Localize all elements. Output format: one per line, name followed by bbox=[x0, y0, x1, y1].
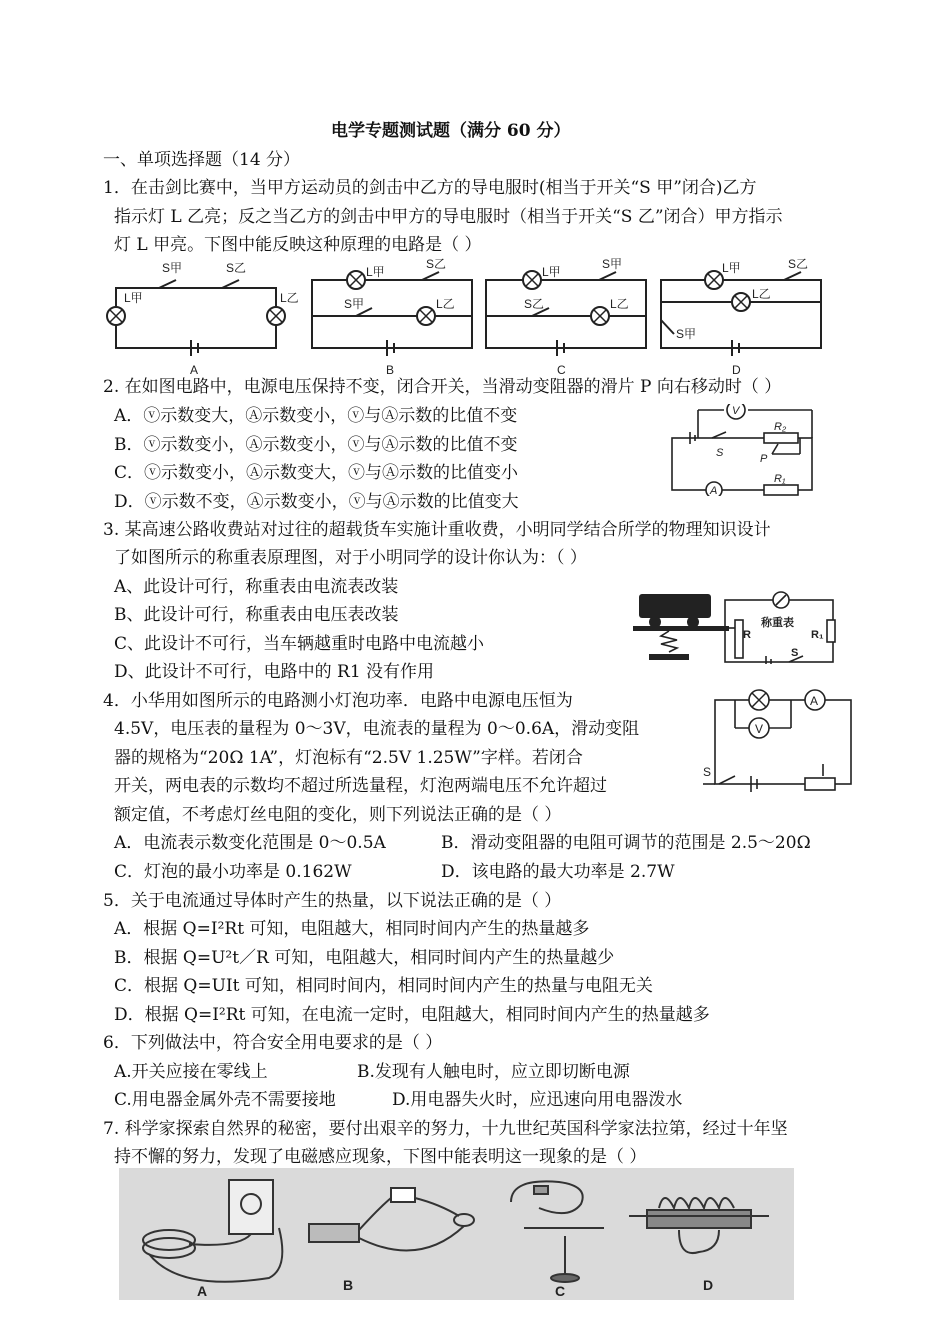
q4-option-a: A．电流表示数变化范围是 0～0.5A bbox=[114, 833, 386, 853]
q2-r2-label: R₂ bbox=[774, 421, 787, 433]
q3-switch-label: S bbox=[791, 647, 799, 659]
q7-line-1: 7. 科学家探索自然界的秘密，要付出艰辛的努力，十九世纪英国科学家法拉第，经过十年坚 bbox=[103, 1119, 788, 1139]
q4-option-d: D．该电路的最大功率是 2.7W bbox=[441, 862, 675, 882]
q2-option-a: A．ⓥ示数变大，Ⓐ示数变小，ⓥ与Ⓐ示数的比值不变 bbox=[114, 406, 518, 426]
q5-option-a: A．根据 Q=I²Rt 可知，电阻越大，相同时间内产生的热量越多 bbox=[114, 919, 590, 939]
section-heading: 一、单项选择题（14 分） bbox=[103, 150, 301, 170]
q7-fig-label-a: A bbox=[197, 1283, 208, 1299]
q3-line-1: 3. 某高速公路收费站对过往的超载货车实施计重收费，小明同学结合所学的物理知识设计 bbox=[103, 520, 771, 540]
q7-fig-label-b: B bbox=[343, 1277, 354, 1293]
q2-ammeter-label: A bbox=[710, 485, 718, 496]
q1-a-ljia-label: L甲 bbox=[124, 291, 143, 305]
q1-circuit-figures bbox=[104, 258, 824, 376]
q2-slider-label: P bbox=[760, 453, 768, 465]
q1-line-1: 1．在击剑比赛中，当甲方运动员的剑击中乙方的导电服时(相当于开关“S 甲”闭合)乙方 bbox=[103, 178, 757, 198]
q1-c-sjia-label: S甲 bbox=[602, 258, 623, 271]
q3-option-c: C、此设计不可行，当车辆越重时电路中电流越小 bbox=[114, 634, 485, 654]
q1-d-sjia-label: S甲 bbox=[676, 327, 697, 341]
q1-b-ljia-label: L甲 bbox=[366, 265, 385, 279]
q4-line-1: 4．小华用如图所示的电路测小灯泡功率．电路中电源电压恒为 bbox=[103, 691, 573, 711]
q6-option-b: B.发现有人触电时，应立即切断电源 bbox=[357, 1062, 630, 1082]
q3-r1-label: R₁ bbox=[811, 629, 824, 641]
q4-voltmeter-label: V bbox=[755, 722, 764, 736]
q2-r1-label: R₁ bbox=[774, 473, 786, 485]
q7-line-2: 持不懈的努力，发现了电磁感应现象，下图中能表明这一现象的是（ ） bbox=[114, 1147, 647, 1167]
q1-fig-label-c: C bbox=[557, 363, 566, 376]
q1-d-lyi-label: L乙 bbox=[752, 287, 771, 301]
q3-meter-label: 称重表 bbox=[761, 617, 794, 629]
q3-option-d: D、此设计不可行，电路中的 R1 没有作用 bbox=[114, 662, 435, 682]
q6-stem: 6．下列做法中，符合安全用电要求的是（ ） bbox=[103, 1033, 443, 1053]
q3-option-a: A、此设计可行，称重表由电流表改装 bbox=[114, 577, 399, 597]
q2-option-c: C．ⓥ示数变小，Ⓐ示数变大，ⓥ与Ⓐ示数的比值变小 bbox=[114, 463, 519, 483]
q1-fig-label-a: A bbox=[190, 363, 199, 376]
q1-a-syi-label: S乙 bbox=[226, 261, 247, 275]
q1-b-lyi-label: L乙 bbox=[436, 297, 455, 311]
q6-option-d: D.用电器失火时，应迅速向用电器泼水 bbox=[392, 1090, 683, 1110]
q7-fig-label-c: C bbox=[555, 1283, 566, 1299]
q1-a-sjia-label: S甲 bbox=[162, 261, 183, 275]
q1-fig-label-b: B bbox=[386, 363, 395, 376]
q4-switch-label: S bbox=[703, 765, 712, 779]
q1-b-syi-label: S乙 bbox=[426, 258, 447, 271]
q7-experiment-photo bbox=[119, 1168, 794, 1300]
q4-line-4: 开关，两电表的示数均不超过所选量程，灯泡两端电压不允许超过 bbox=[114, 776, 607, 796]
q4-line-3: 器的规格为“20Ω 1A”，灯泡标有“2.5V 1.25W”字样。若闭合 bbox=[114, 748, 583, 768]
q3-scale-diagram bbox=[631, 586, 841, 664]
q2-option-b: B．ⓥ示数变小，Ⓐ示数变小，ⓥ与Ⓐ示数的比值不变 bbox=[114, 435, 518, 455]
q6-option-c: C.用电器金属外壳不需要接地 bbox=[114, 1090, 336, 1110]
q6-option-a: A.开关应接在零线上 bbox=[114, 1062, 268, 1082]
q1-d-ljia-label: L甲 bbox=[722, 261, 741, 275]
q4-option-b: B．滑动变阻器的电阻可调节的范围是 2.5～20Ω bbox=[441, 833, 811, 853]
q7-fig-label-d: D bbox=[703, 1277, 714, 1293]
q1-b-sjia-label: S甲 bbox=[344, 297, 365, 311]
q1-a-lyi-label: L乙 bbox=[280, 291, 299, 305]
q1-c-lyi-label: L乙 bbox=[610, 297, 629, 311]
q2-switch-label: S bbox=[716, 447, 724, 459]
q1-c-ljia-label: L甲 bbox=[542, 265, 561, 279]
q4-ammeter-label: A bbox=[810, 694, 819, 708]
q4-circuit-diagram bbox=[695, 684, 855, 796]
page-title: 电学专题测试题（满分 60 分） bbox=[331, 121, 571, 141]
q5-option-d: D．根据 Q=I²Rt 可知，在电流一定时，电阻越大，相同时间内产生的热量越多 bbox=[114, 1005, 710, 1025]
q4-line-5: 额定值，不考虑灯丝电阻的变化，则下列说法正确的是（ ） bbox=[114, 805, 562, 825]
q1-d-syi-label: S乙 bbox=[788, 258, 809, 271]
q2-stem: 2. 在如图电路中，电源电压保持不变，闭合开关，当滑动变阻器的滑片 P 向右移动时（ ） bbox=[103, 377, 782, 397]
q5-option-b: B．根据 Q=U²t／R 可知，电阻越大，相同时间内产生的热量越少 bbox=[114, 948, 615, 968]
q5-option-c: C．根据 Q=UIt 可知，相同时间内，相同时间内产生的热量与电阻无关 bbox=[114, 976, 653, 996]
q1-c-syi-label: S乙 bbox=[524, 297, 545, 311]
q2-circuit-diagram bbox=[668, 404, 818, 496]
q1-line-3: 灯 L 甲亮。下图中能反映这种原理的电路是（ ） bbox=[114, 235, 482, 255]
q2-voltmeter-label: V bbox=[732, 405, 740, 417]
q3-line-2: 了如图所示的称重表原理图，对于小明同学的设计你认为：（ ） bbox=[114, 548, 587, 568]
q3-r-label: R bbox=[743, 629, 751, 641]
q5-stem: 5．关于电流通过导体时产生的热量，以下说法正确的是（ ） bbox=[103, 891, 562, 911]
q2-option-d: D．ⓥ示数不变，Ⓐ示数变小，ⓥ与Ⓐ示数的比值变大 bbox=[114, 492, 519, 512]
q3-option-b: B、此设计可行，称重表由电压表改装 bbox=[114, 605, 399, 625]
q4-line-2: 4.5V，电压表的量程为 0～3V，电流表的量程为 0～0.6A，滑动变阻 bbox=[114, 719, 640, 739]
q1-line-2: 指示灯 L 乙亮；反之当乙方的剑击中甲方的导电服时（相当于开关“S 乙”闭合）甲方指示 bbox=[114, 207, 783, 227]
q1-fig-label-d: D bbox=[732, 363, 741, 376]
q4-option-c: C．灯泡的最小功率是 0.162W bbox=[114, 862, 352, 882]
